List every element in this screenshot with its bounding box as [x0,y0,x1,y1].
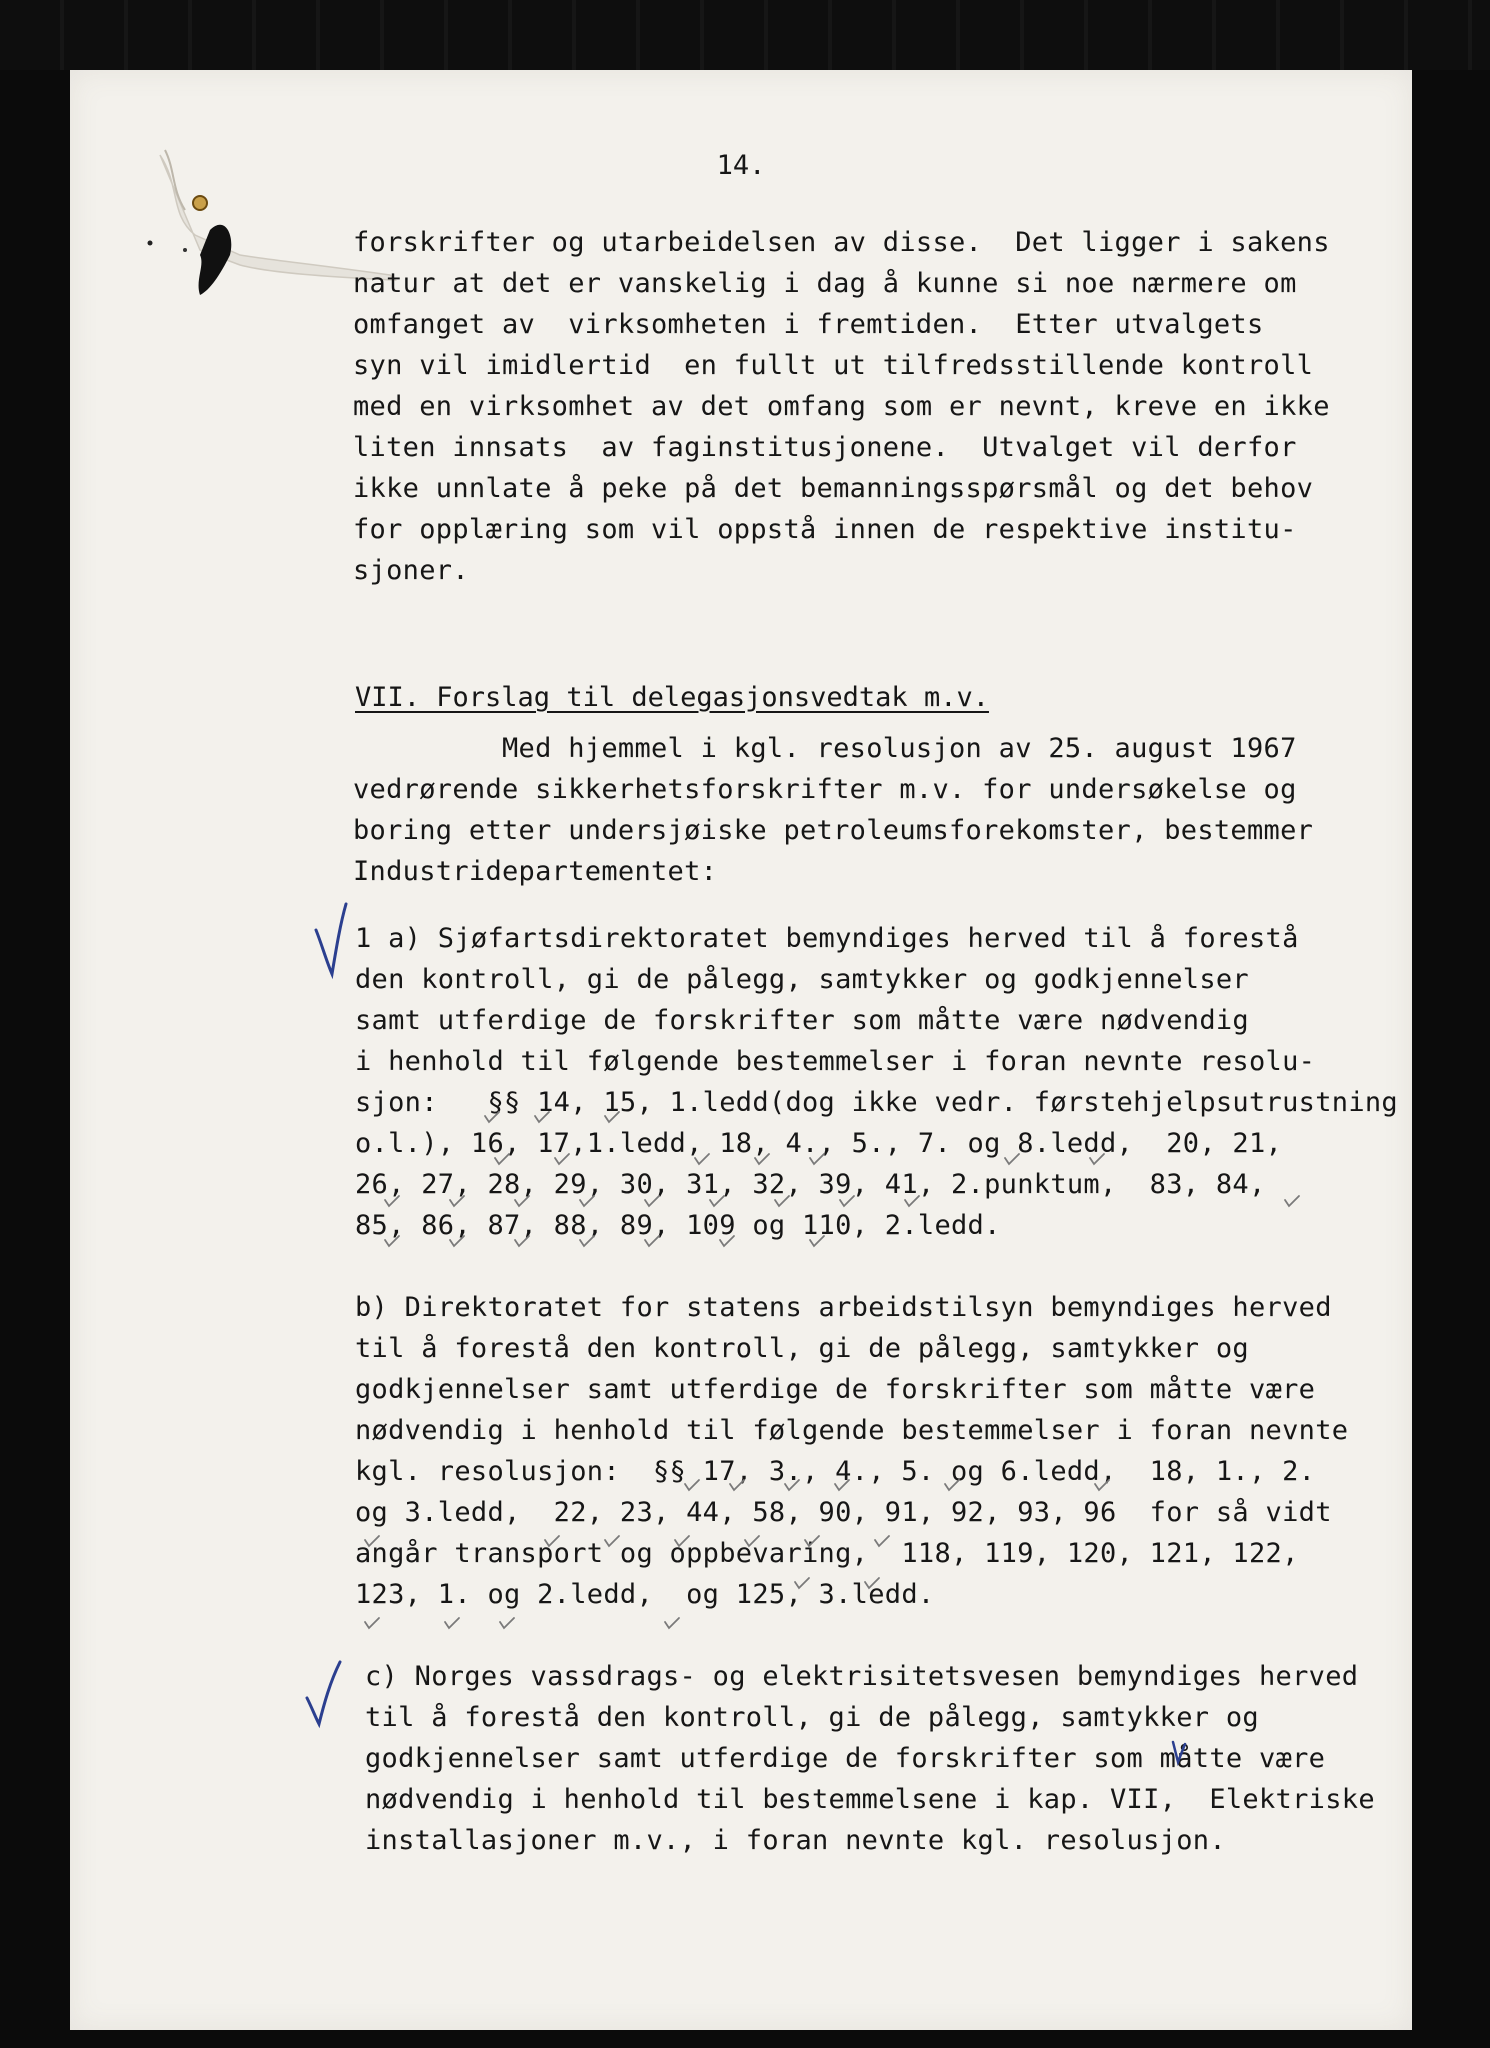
text-line: 85, 86, 87, 88, 89, 109 og 110, 2.ledd. [355,1210,1001,1241]
scanner-edge [0,0,1490,70]
text-line: sjon: §§ 14, 15, 1.ledd(dog ikke vedr. førstehjelpsutrustning [355,1087,1398,1118]
text-line: ikke unnlate å peke på det bemanningsspørsmål og det behov [353,473,1314,504]
pen-tick-icon [1165,1738,1195,1768]
pencil-tick-marks [355,1510,1455,1710]
text-line: liten innsats av faginstitusjonene. Utvalget vil derfor [353,432,1297,463]
text-line: og 3.ledd, 22, 23, 44, 58, 90, 91, 92, 93, 96 for så vidt [355,1497,1332,1528]
text-line: 1 a) Sjøfartsdirektoratet bemyndiges herved til å forestå [355,923,1299,954]
text-line: til å forestå den kontroll, gi de pålegg, samtykker og [365,1702,1259,1733]
text-line: c) Norges vassdrags- og elektrisitetsvesen bemyndiges herved [365,1661,1359,1692]
text-line: vedrørende sikkerhetsforskrifter m.v. for undersøkelse og [353,774,1297,805]
text-line: 123, 1. og 2.ledd, og 125, 3.ledd. [355,1579,935,1610]
text-line: godkjennelser samt utferdige de forskrifter som måtte være [355,1374,1316,1405]
pencil-tick-marks [355,1080,1455,1540]
text-line: b) Direktoratet for statens arbeidstilsyn bemyndiges herved [355,1292,1332,1323]
text-line: forskrifter og utarbeidelsen av disse. Det ligger i sakens [353,227,1330,258]
section-heading: VII. Forslag til delegasjonsvedtak m.v. [355,682,989,713]
text-line: installasjoner m.v., i foran nevnte kgl. resolusjon. [365,1825,1226,1856]
text-line: boring etter undersjøiske petroleumsforekomster, bestemmer [353,815,1314,846]
intro-paragraph [353,728,1313,892]
text-line: nødvendig i henhold til bestemmelsene i kap. VII, Elektriske [365,1784,1375,1815]
text-line: nødvendig i henhold til følgende bestemmelser i foran nevnte [355,1415,1349,1446]
text-line: i henhold til følgende bestemmelser i foran nevnte resolu- [355,1046,1316,1077]
paper-sheet [70,70,1412,2030]
text-line: for opplæring som vil oppstå innen de respektive institu- [353,514,1297,545]
text-line: sjoner. [353,555,469,586]
text-line: med en virksomhet av det omfang som er nevnt, kreve en ikke [353,391,1330,422]
text-line: o.l.), 16, 17,1.ledd, 18, 4., 5., 7. og 8.ledd, 20, 21, [355,1128,1283,1159]
text-line: den kontroll, gi de pålegg, samtykker og godkjennelser [355,964,1249,995]
text-line: godkjennelser samt utferdige de forskrifter som måtte være [365,1743,1326,1774]
text-line: til å forestå den kontroll, gi de pålegg, samtykker og [355,1333,1249,1364]
paragraph-continuation [353,222,1330,591]
text-line: omfanget av virksomheten i fremtiden. Etter utvalgets [353,309,1264,340]
pen-checkmark-icon [302,1652,362,1732]
text-line: kgl. resolusjon: §§ 17, 3., 4., 5. og 6.ledd, 18, 1., 2. [355,1456,1316,1487]
pen-checkmark-icon [310,900,370,980]
text-line: samt utferdige de forskrifter som måtte være nødvendig [355,1005,1249,1036]
text-line: Med hjemmel i kgl. resolusjon av 25. august 1967 [353,733,1297,764]
text-line: natur at det er vanskelig i dag å kunne si noe nærmere om [353,268,1297,299]
text-line: syn vil imidlertid en fullt ut tilfredsstillende kontroll [353,350,1314,381]
text-line: angår transport og oppbevaring, 118, 119, 120, 121, 122, [355,1538,1299,1569]
page-number: 14. [716,150,766,181]
text-line: Industridepartementet: [353,856,718,887]
text-line: 26, 27, 28, 29, 30, 31, 32, 39, 41, 2.punktum, 83, 84, [355,1169,1266,1200]
